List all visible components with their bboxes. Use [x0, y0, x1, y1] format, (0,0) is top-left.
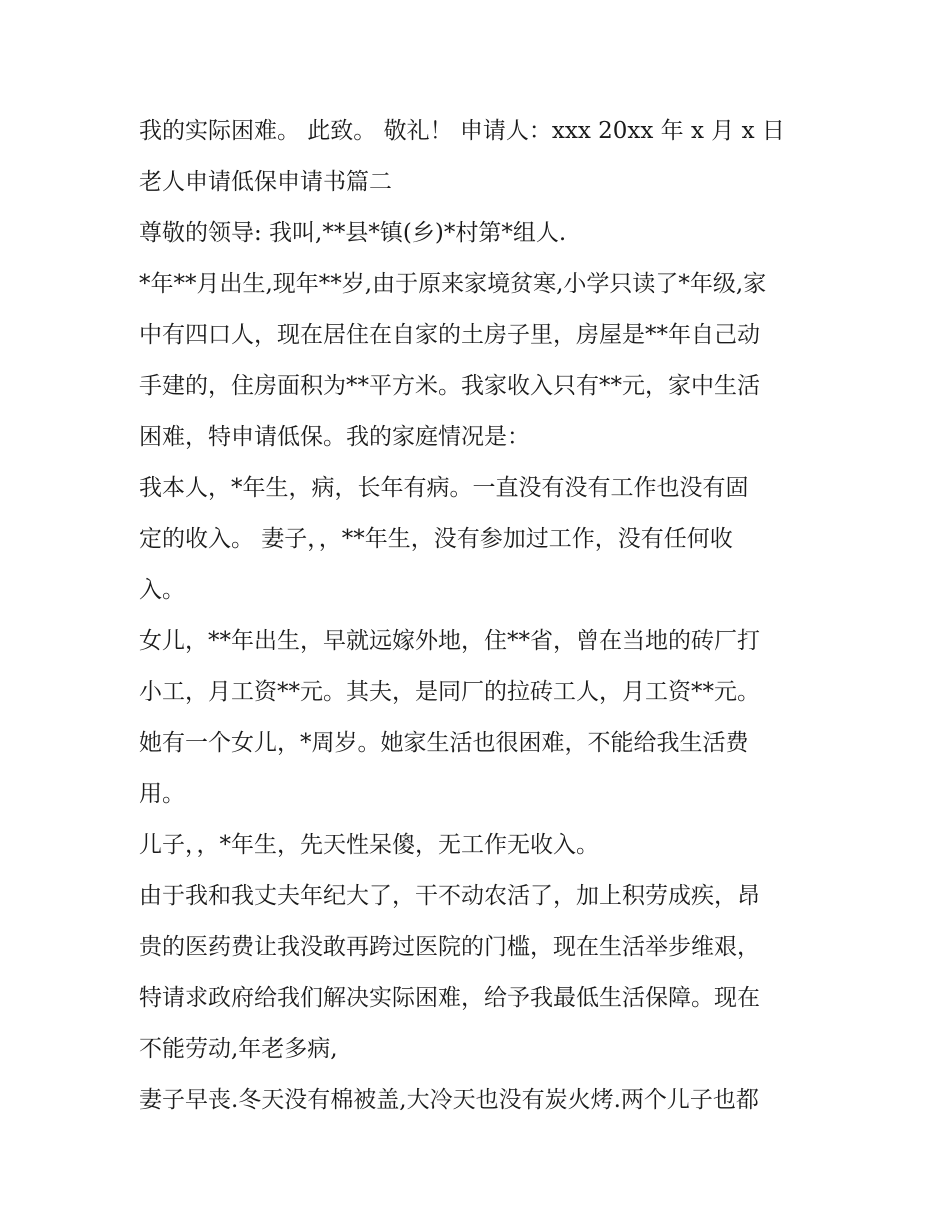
- text-line: 尊敬的领导: 我叫,**县*镇(乡)*村第*组人.: [139, 220, 567, 246]
- text-line: 特请求政府给我们解决实际困难，给予我最低生活保障。现在: [139, 985, 760, 1011]
- text-line: *年**月出生,现年**岁,由于原来家境贫寒,小学只读了*年级,家: [139, 271, 767, 297]
- text-line: 定的收入。 妻子，，**年生，没有参加过工作，没有任何收: [139, 526, 733, 552]
- text-line: 由于我和我丈夫年纪大了，干不动农活了，加上积劳成疾，昂: [139, 883, 760, 909]
- document-body: [139, 106, 819, 1126]
- section-heading: 老人申请低保申请书篇二: [139, 169, 392, 195]
- text-line: 妻子早丧.冬天没有棉被盖,大冷天也没有炭火烤.两个儿子也都: [139, 1087, 759, 1113]
- text-line: 不能劳动,年老多病,: [139, 1036, 338, 1062]
- text-line: 中有四口人，现在居住在自家的土房子里，房屋是**年自己动: [139, 322, 760, 348]
- text-line: 困难，特申请低保。我的家庭情况是：: [139, 424, 530, 450]
- text-line: 我的实际困难。 此致。 敬礼！ 申请人：xxx 20xx 年 x 月 x 日: [139, 118, 785, 144]
- text-line: 贵的医药费让我没敢再跨过医院的门槛，现在生活举步维艰，: [139, 934, 760, 960]
- text-line: 她有一个女儿，*周岁。她家生活也很困难，不能给我生活费: [139, 730, 749, 756]
- text-line: 用。: [139, 781, 185, 807]
- text-line: 我本人，*年生，病，长年有病。一直没有没有工作也没有固: [139, 475, 749, 501]
- text-line: 儿子，，*年生，先天性呆傻，无工作无收入。: [139, 832, 599, 858]
- text-line: 小工，月工资**元。其夫，是同厂的拉砖工人，月工资**元。: [139, 679, 760, 705]
- text-line: 女儿，**年出生，早就远嫁外地，住**省，曾在当地的砖厂打: [139, 628, 760, 654]
- text-line: 手建的，住房面积为**平方米。我家收入只有**元，家中生活: [139, 373, 760, 399]
- text-line: 入。: [139, 577, 185, 603]
